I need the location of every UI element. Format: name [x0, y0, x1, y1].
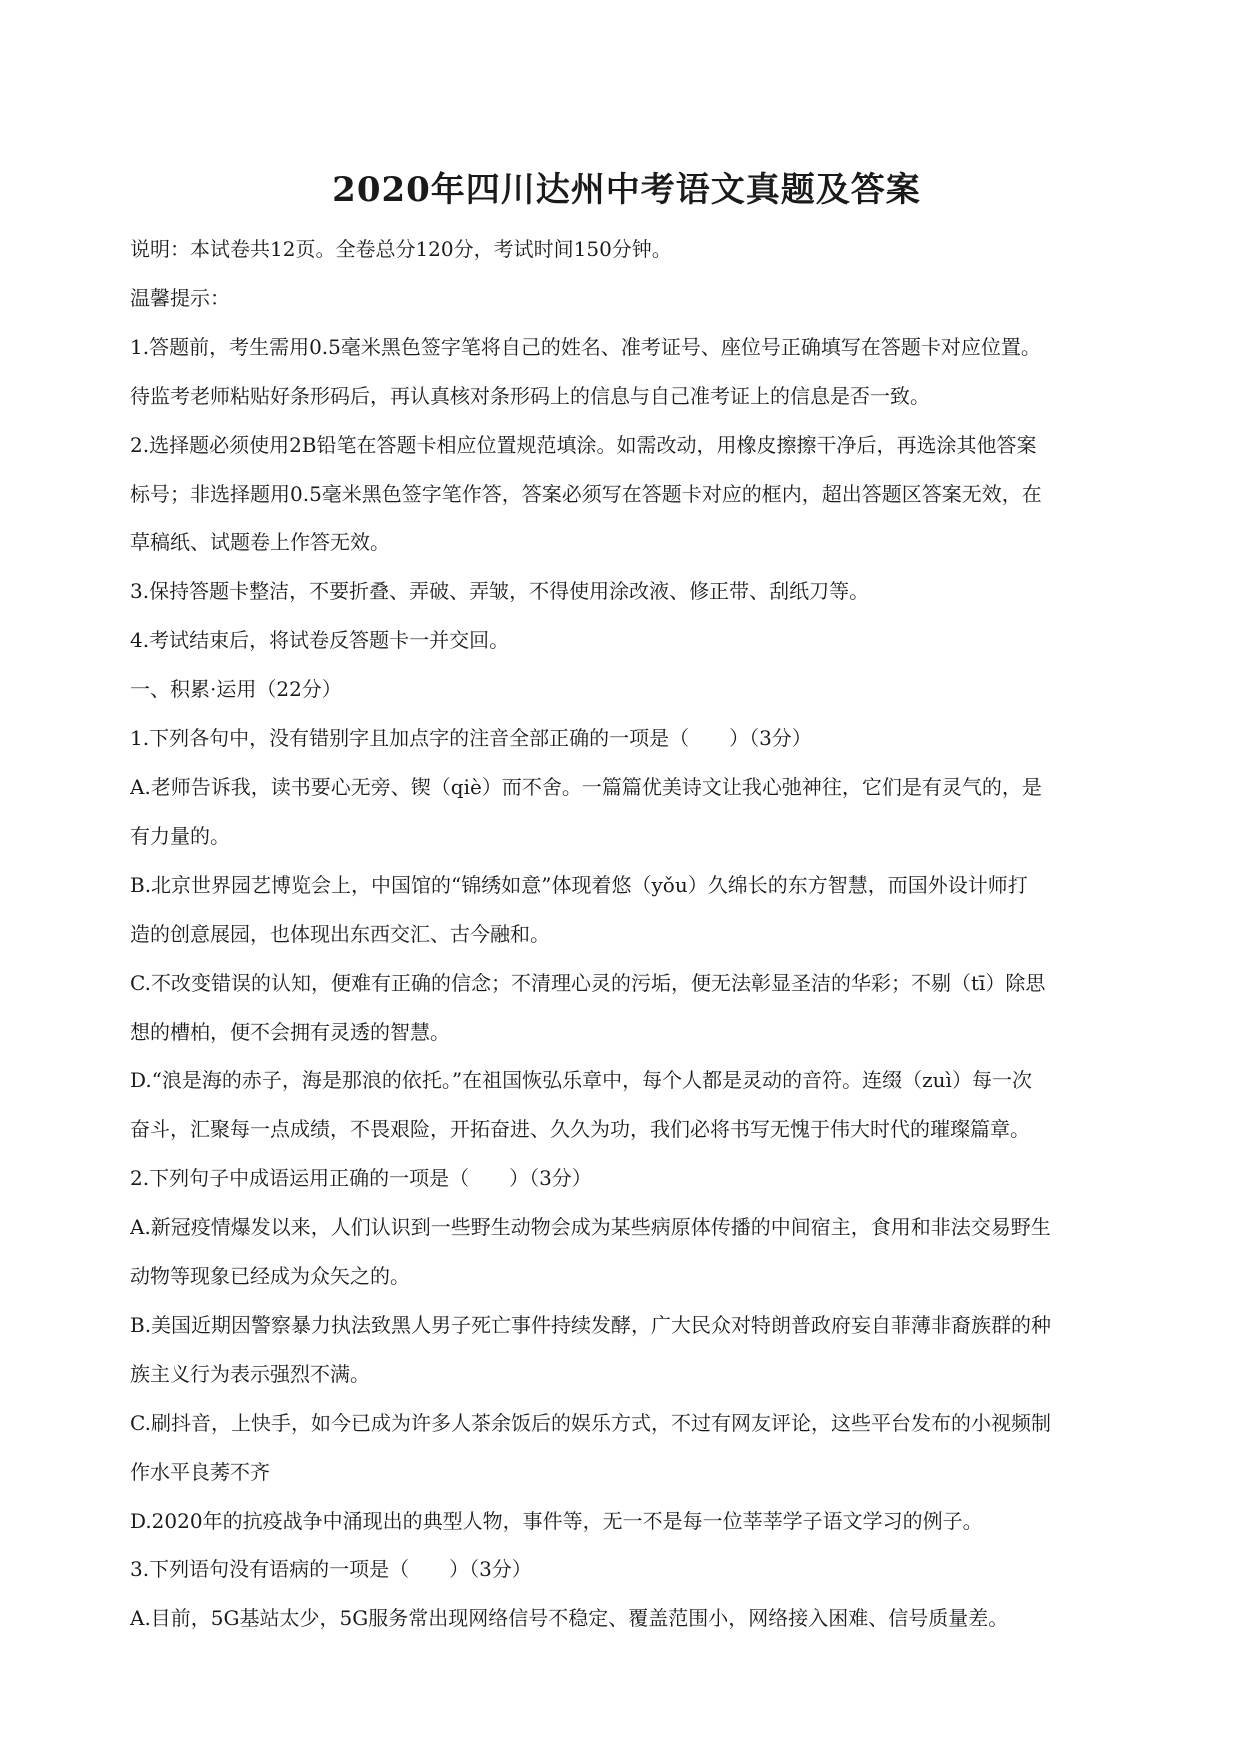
- option-2a-cont: 动物等现象已经成为众矢之的。: [130, 1264, 410, 1289]
- document-body: [130, 225, 1123, 1643]
- option-3a: A.目前，5G基站太少，5G服务常出现网络信号不稳定、覆盖范围小，网络接入困难、信号质量差。: [130, 1606, 1009, 1631]
- option-1b-cont: 造的创意展园，也体现出东西交汇、古今融和。: [130, 921, 550, 946]
- text-line: 4.考试结束后，将试卷反答题卡一并交回。: [130, 628, 510, 653]
- text-line: 说明：本试卷共12页。全卷总分120分，考试时间150分钟。: [130, 237, 672, 261]
- text-line: 标号；非选择题用0.5毫米黑色签字笔作答，答案必须写在答题卡对应的框内，超出答题区答案无效，在: [130, 481, 1042, 506]
- text-line: 3.保持答题卡整洁，不要折叠、弄破、弄皱，不得使用涂改液、修正带、刮纸刀等。: [130, 579, 870, 604]
- text-line: 2.选择题必须使用2B铅笔在答题卡相应位置规范填涂。如需改动，用橡皮擦擦干净后，再选涂其他答案: [130, 432, 1037, 457]
- option-2b: B.美国近期因警察暴力执法致黑人男子死亡事件持续发酵，广大民众对特朗普政府妄自菲薄非裔族群的种: [130, 1312, 1052, 1337]
- document-title: 2020年四川达州中考语文真题及答案: [332, 170, 921, 210]
- option-1d: D.“浪是海的赤子，海是那浪的依托。”在祖国恢弘乐章中，每个人都是灵动的音符。连缀（zuì）每一次: [130, 1068, 1032, 1093]
- option-2c-cont: 作水平良莠不齐: [130, 1459, 270, 1484]
- text-line: 温馨提示：: [130, 285, 230, 310]
- option-2b-cont: 族主义行为表示强烈不满。: [130, 1361, 370, 1386]
- option-1a: A.老师告诉我，读书要心无旁、锲（qiè）而不舍。一篇篇优美诗文让我心弛神往，它们是有灵气的，是: [130, 774, 1042, 799]
- text-line: 草稿纸、试题卷上作答无效。: [130, 530, 390, 555]
- option-1b: B.北京世界园艺博览会上，中国馆的“锦绣如意”体现着悠（yǒu）久绵长的东方智慧，而国外设计师打: [130, 872, 1028, 897]
- question-2: 2.下列句子中成语运用正确的一项是（ ）（3分）: [130, 1166, 592, 1191]
- option-2d: D.2020年的抗疫战争中涌现出的典型人物，事件等，无一不是每一位莘莘学子语文学习的例子。: [130, 1508, 983, 1533]
- text-line: 待监考老师粘贴好条形码后，再认真核对条形码上的信息与自己准考证上的信息是否一致。: [130, 383, 930, 408]
- question-3: 3.下列语句没有语病的一项是（ ）（3分）: [130, 1557, 532, 1582]
- text-line: 1.答题前，考生需用0.5毫米黑色签字笔将自己的姓名、准考证号、座位号正确填写在答题卡对应位置。: [130, 334, 1041, 359]
- question-1: 1.下列各句中，没有错别字且加点字的注音全部正确的一项是（ ）（3分）: [130, 726, 812, 751]
- option-2a: A.新冠疫情爆发以来，人们认识到一些野生动物会成为某些病原体传播的中间宿主，食用和非法交易野生: [130, 1215, 1051, 1240]
- option-1c: C.不改变错误的认知，便难有正确的信念；不清理心灵的污垢，便无法彰显圣洁的华彩；不剔（tī）除思: [130, 970, 1046, 995]
- option-1c-cont: 想的槽柏，便不会拥有灵透的智慧。: [130, 1019, 450, 1044]
- option-1a-cont: 有力量的。: [130, 823, 230, 848]
- option-2c: C.刷抖音，上快手，如今已成为许多人茶余饭后的娱乐方式，不过有网友评论，这些平台发布的小视频制: [130, 1410, 1051, 1435]
- section-heading: 一、积累·运用（22分）: [130, 677, 342, 702]
- option-1d-cont: 奋斗，汇聚每一点成绩，不畏艰险，开拓奋进、久久为功，我们必将书写无愧于伟大时代的璀璨篇章。: [130, 1117, 1030, 1142]
